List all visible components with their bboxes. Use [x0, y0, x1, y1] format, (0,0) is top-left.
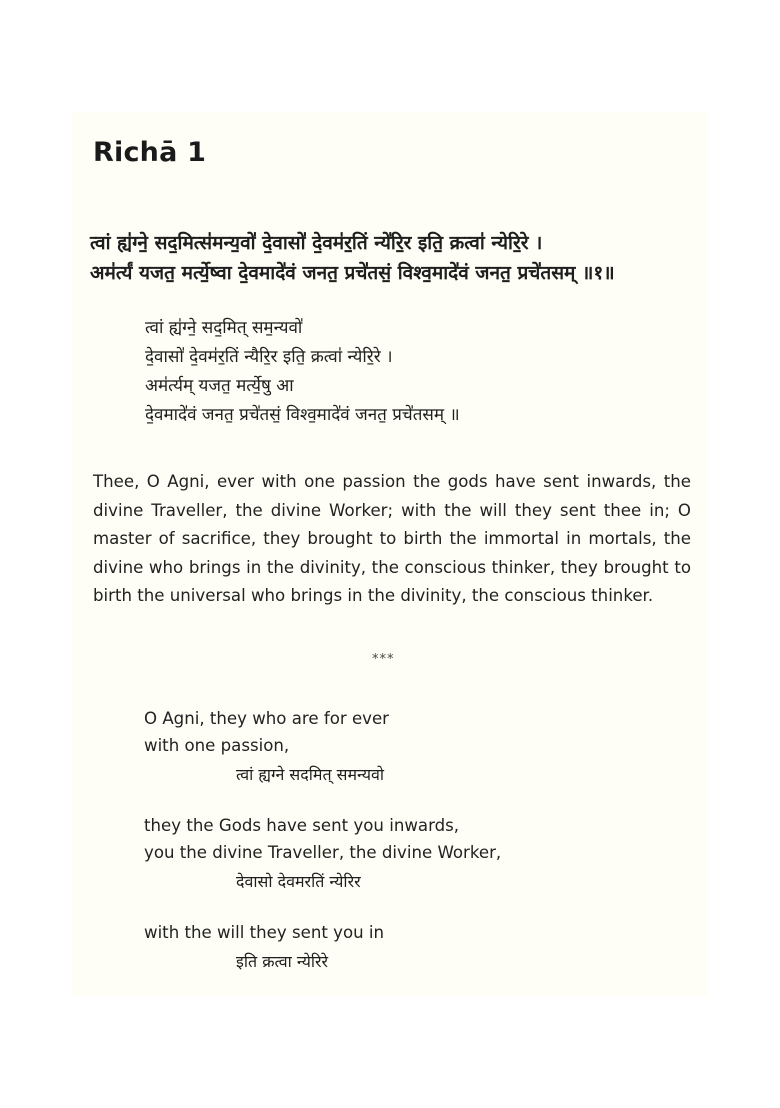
verse-english-line: O Agni, they who are for ever	[144, 709, 390, 728]
translation-paragraph: Thee, O Agni, ever with one passion the gods have sent inwards, the divine Traveller, the divine Worker; with the will they sent thee in; O master of sacrifice, they brought to birth the immortal in mortals, the divine who brings in the divinity, the conscious thinker, they brought to birth the universal who brings in the divinity, the conscious thinker.	[93, 472, 691, 606]
verse-english-line: with one passion,	[144, 736, 290, 755]
samhita-verse	[90, 228, 615, 288]
samhita-line: अम॑र्त्यं यजत॒ मर्त्ये॒ष्वा दे॒वमादे॑वं जनत॒ प्रचे॑तसं॒ विश्व॒मादे॑वं जनत॒ प्रचे॑तसम् ॥१॥	[90, 262, 615, 284]
verse-english-line: they the Gods have sent you inwards,	[144, 816, 460, 835]
padapatha-line: अम॑र्त्यम् यजत॒ मर्त्ये॒षु आ	[145, 376, 294, 396]
verse-english-line: with the will they sent you in	[144, 923, 385, 942]
padapatha-line: दे॒वासो॑ दे॒वम॑र॒तिं न्यैरि॒र इति॒ क्रत्वा॑ न्येरि॒रे ।	[145, 347, 393, 367]
page-title: Richā 1	[93, 137, 207, 168]
verse-sanskrit-line: त्वां ह्यग्ने सदमित् समन्यवो	[236, 765, 385, 784]
padapatha-line: दे॒वमादे॑वं जनत॒ प्रचे॑तसं॒ विश्व॒मादे॑वं जनत॒ प्रचे॑तसम् ॥	[145, 405, 460, 425]
section-separator: ***	[372, 652, 395, 667]
verse-english-line: you the divine Traveller, the divine Worker,	[144, 843, 502, 862]
verse-sanskrit-line: देवासो देवमरतिं न्येरिर	[236, 872, 361, 891]
padapatha-line: त्वां ह्य॑ग्ने॒ सद॒मित् सम॒न्यवो॑	[145, 318, 303, 338]
verse-sanskrit-line: इति क्रत्वा न्येरिरे	[236, 952, 329, 971]
samhita-line: त्वां ह्य॑ग्ने॒ सद॒मित्स॑मन्य॒वो॑ दे॒वासो॑ दे॒वम॑र॒तिं न्ये॑रि॒र इति॒ क्रत्वा॑ न्येरि॒रे ।	[90, 232, 543, 254]
padapatha-verse	[145, 314, 460, 430]
